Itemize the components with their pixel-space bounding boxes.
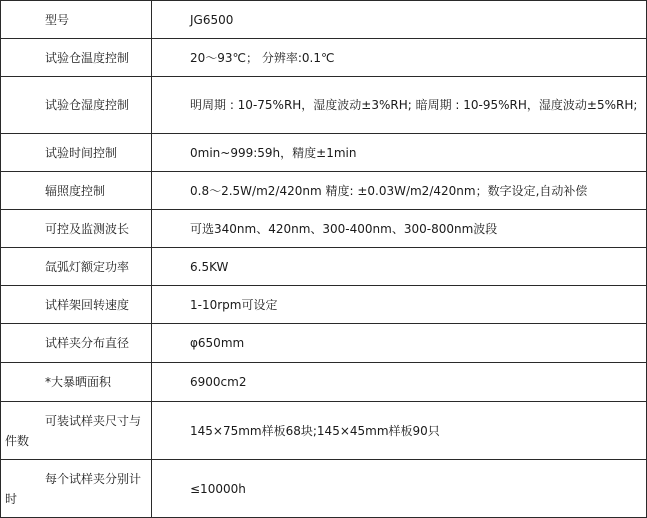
table-row (1, 363, 647, 402)
table-row (1, 134, 647, 172)
row-label: 试验仓温度控制 (1, 39, 152, 77)
table-row (1, 460, 647, 518)
table-row (1, 77, 647, 134)
row-value: JG6500 (152, 1, 647, 39)
row-value: 明周期 : 10-75%RH，湿度波动±3%RH; 暗周期 : 10-95%RH，湿度波动±5%RH; (152, 77, 647, 134)
row-value: ≤10000h (152, 460, 647, 518)
row-label: 可控及监测波长 (1, 210, 152, 248)
row-label: *大暴晒面积 (1, 363, 152, 402)
table-row (1, 286, 647, 324)
table-row (1, 210, 647, 248)
row-value: 0min~999:59h，精度±1min (152, 134, 647, 172)
row-label: 氙弧灯额定功率 (1, 248, 152, 286)
table-row (1, 172, 647, 210)
row-value: 145×75mm样板68块;145×45mm样板90只 (152, 402, 647, 460)
row-label: 可装试样夹尺寸与 件数 (1, 402, 152, 460)
row-value: 可选340nm、420nm、300-400nm、300-800nm波段 (152, 210, 647, 248)
table-row (1, 324, 647, 363)
row-label: 试验时间控制 (1, 134, 152, 172)
table-row (1, 1, 647, 39)
row-label: 试样夹分布直径 (1, 324, 152, 363)
row-value: 0.8～2.5W/m2/420nm 精度: ±0.03W/m2/420nm；数字设定,自动补偿 (152, 172, 647, 210)
row-label: 试验仓湿度控制 (1, 77, 152, 134)
row-value: 20～93℃； 分辨率:0.1℃ (152, 39, 647, 77)
table-row (1, 248, 647, 286)
table-row (1, 402, 647, 460)
row-value: 6.5KW (152, 248, 647, 286)
row-label: 每个试样夹分别计 时 (1, 460, 152, 518)
row-value: φ650mm (152, 324, 647, 363)
row-label: 试样架回转速度 (1, 286, 152, 324)
table-row (1, 39, 647, 77)
row-value: 1-10rpm可设定 (152, 286, 647, 324)
row-label: 型号 (1, 1, 152, 39)
row-value: 6900cm2 (152, 363, 647, 402)
row-label: 辐照度控制 (1, 172, 152, 210)
